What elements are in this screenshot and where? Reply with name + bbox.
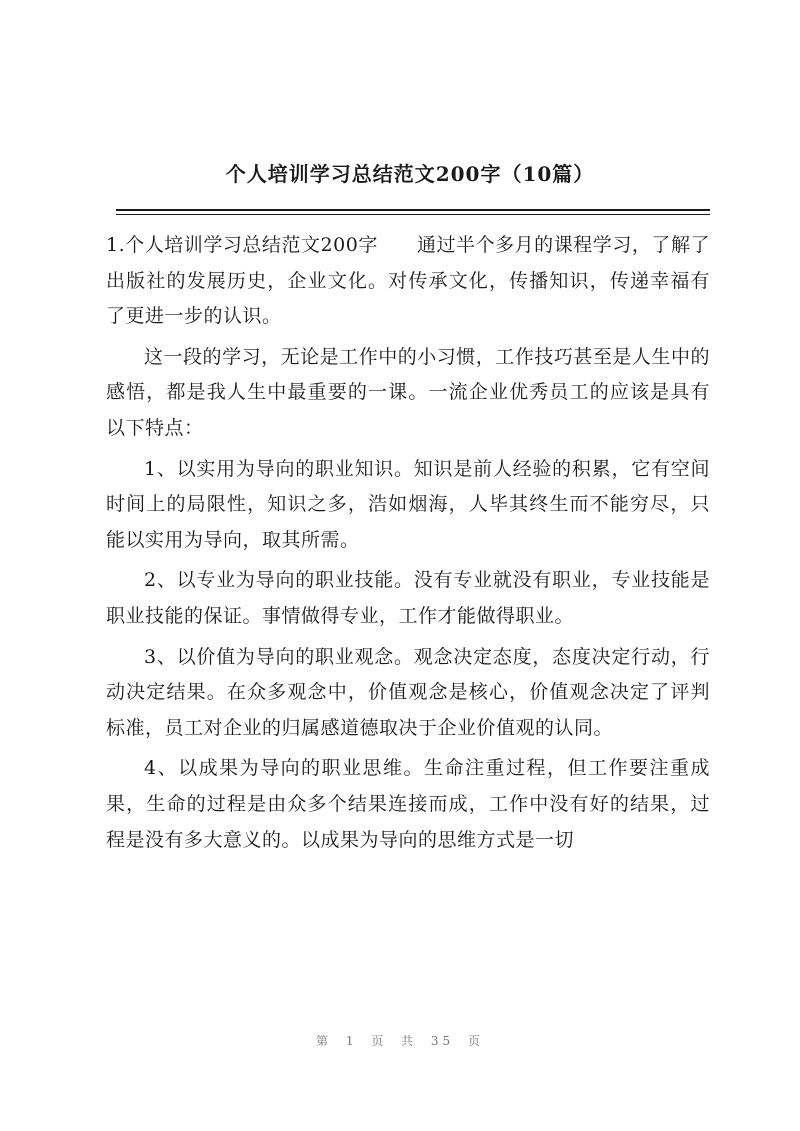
paragraph-6: 4、以成果为导向的职业思维。生命注重过程，但工作要注重成果，生命的过程是由众多个结果连接而成，工作中没有好的结果，过程是没有多大意义的。以成果为导向的思维方式是一切 bbox=[106, 757, 710, 851]
paragraph-5: 3、以价值为导向的职业观念。观念决定态度，态度决定行动，行动决定结果。在众多观念中，价值观念是核心，价值观念决定了评判标准，员工对企业的归属感道德取决于企业价值观的认同。 bbox=[106, 645, 710, 739]
title-rule-thin bbox=[116, 214, 710, 215]
document-body bbox=[106, 228, 710, 863]
paragraph-2: 这一段的学习，无论是工作中的小习惯，工作技巧甚至是人生中的感悟，都是我人生中最重要的一课。一流企业优秀员工的应该是具有以下特点： bbox=[106, 345, 710, 439]
paragraph-1: 1.个人培训学习总结范文200字 通过半个多月的课程学习，了解了出版社的发展历史，企业文化。对传承文化，传播知识，传递幸福有了更进一步的认识。 bbox=[106, 234, 710, 328]
paragraph-4: 2、以专业为导向的职业技能。没有专业就没有职业，专业技能是职业技能的保证。事情做得专业，工作才能做得职业。 bbox=[106, 569, 710, 627]
paragraph-3: 1、以实用为导向的职业知识。知识是前人经验的积累，它有空间时间上的局限性，知识之多，浩如烟海，人毕其终生而不能穷尽，只能以实用为导向，取其所需。 bbox=[106, 457, 710, 551]
title-rule-thick bbox=[116, 209, 710, 211]
document-title: 个人培训学习总结范文200字（10篇） bbox=[225, 162, 595, 186]
page-number-footer: 第 1 页 共 35 页 bbox=[316, 1034, 484, 1048]
